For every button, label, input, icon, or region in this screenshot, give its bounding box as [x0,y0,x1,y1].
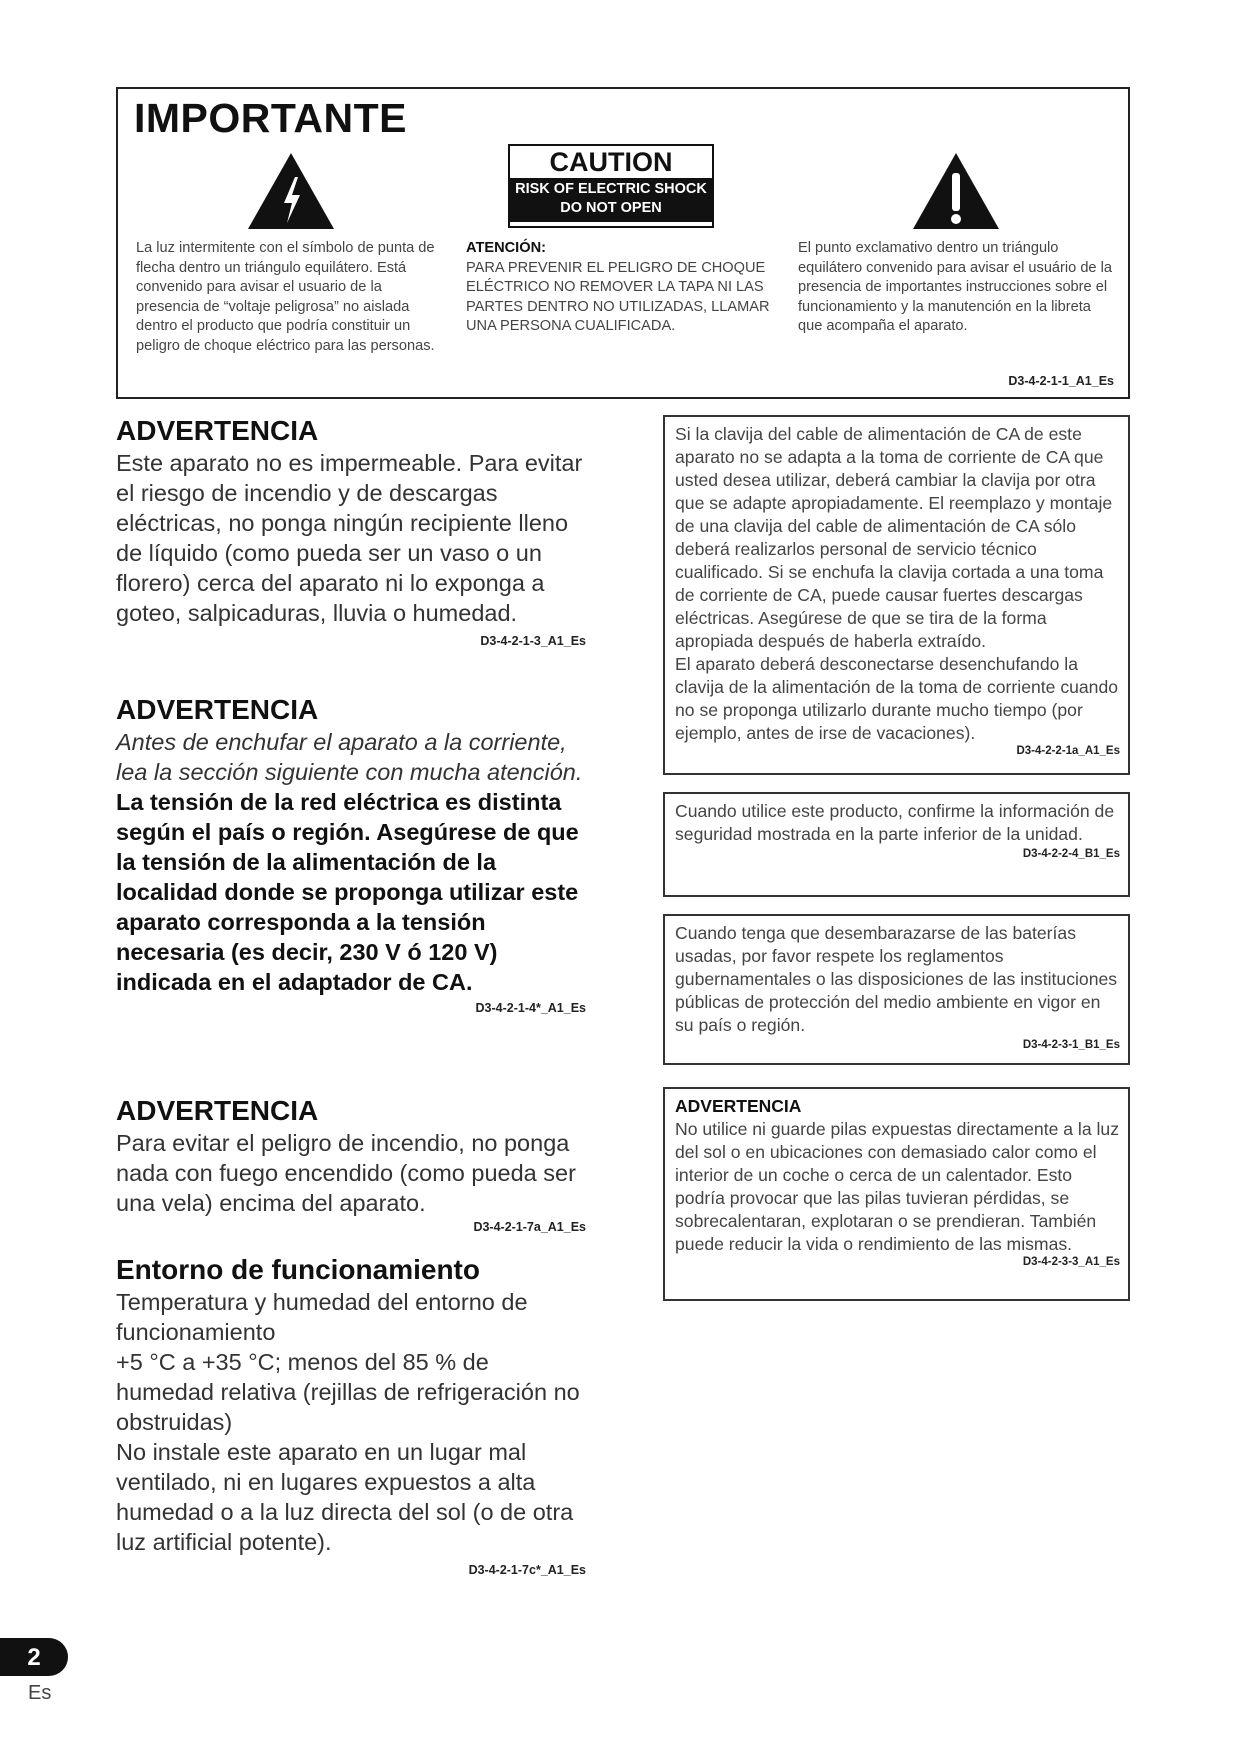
atencion-text: PARA PREVENIR EL PELIGRO DE CHOQUE ELÉCTRICO NO REMOVER LA TAPA NI LAS PARTES DENTRO NO UTILIZADAS, LLAMAR UNA PERSONA CUALIFICADA. [466,259,770,334]
advertencia-heading: ADVERTENCIA [116,415,319,446]
caution-title: CAUTION [549,147,673,177]
section-code: D3-4-2-1-1_A1_Es [1008,374,1114,388]
battery-warning-box [663,1087,1130,1301]
section-code: D3-4-2-2-4_B1_Es [1022,848,1120,860]
advertencia-bold-text: La tensión de la red eléctrica es distinta según el país o región. Asegúrese de que la tensión de la alimentación de la localidad donde se proponga utilizar este aparato corresponda a la tensión necesaria (es decir, 230 V ó 120 V) indicada en el adaptador de CA. [116,789,579,995]
advertencia-water-section [116,414,586,648]
atencion-label: ATENCIÓN: [466,240,546,256]
battery-warning-text: No utilice ni guarde pilas expuestas directamente a la luz del sol o en ubicaciones con demasiado calor como el interior de un coche o cerca de un calentador. Esto podría provocar que las pilas tuvieran pérdidas, se sobrecalentaran, explotaran o se prendieran. También puede reducir la vida o rendimiento de las mismas. [675,1119,1120,1254]
safety-info-box [663,792,1130,897]
entorno-line-3: No instale este aparato en un lugar mal ventilado, ni en lugares expuestos a alta humedad o a la luz directa del sol (o de otra luz artificial potente). [116,1439,574,1555]
advertencia-heading: ADVERTENCIA [116,694,319,725]
entorno-line-1: Temperatura y humedad del entorno de funcionamiento [116,1289,528,1345]
section-code: D3-4-2-1-3_A1_Es [480,634,586,648]
electric-shock-warning-icon [246,151,336,231]
atencion-block [466,239,776,337]
caution-line-2: DO NOT OPEN [560,200,662,216]
section-code: D3-4-2-3-3_A1_Es [1022,1256,1120,1268]
importante-title: IMPORTANTE [134,95,408,141]
entorno-section [116,1253,586,1577]
battery-disposal-box [663,914,1130,1065]
section-code: D3-4-2-3-1_B1_Es [1022,1039,1120,1051]
plug-info-text: Si la clavija del cable de alimentación de CA de este aparato no se adapta a la toma de corriente de CA que usted desea utilizar, deberá cambiar la clavija por otra que se adapte apropiadamente. El reemplazo y montaje de una clavija del cable de alimentación de CA sólo deberá realizarlos personal de servicio técnico cualificado. Si se enchufa la clavija cortada a una toma de corriente de CA, puede causar fuertes descargas eléctricas. Asegúrese de que se tira de la forma apropiada después de haberla extraído. [675,424,1113,651]
advertencia-fire-section [116,1094,586,1234]
caution-label [508,144,714,228]
caution-subtitle [510,178,712,222]
page-language: Es [28,1682,52,1704]
entorno-heading: Entorno de funcionamiento [116,1254,480,1285]
exclamation-symbol-description: El punto exclamativo dentro un triángulo equilátero convenido para avisar el usuário de la presencia de importantes instrucciones sobre el funcionamiento y la manutención en la libreta que acompaña el aparato. [798,240,1112,334]
disconnect-info-text: El aparato deberá desconectarse desenchufando la clavija de la alimentación de la toma de corriente cuando no se proponga utilizarlo durante mucho tiempo (por ejemplo, antes de irse de vacaciones). [675,654,1119,743]
safety-info-text: Cuando utilice este producto, confirme la información de seguridad mostrada en la parte inferior de la unidad. [675,801,1115,844]
lightning-symbol-description: La luz intermitente con el símbolo de punta de flecha dentro un triángulo equilátero. Está convenido para avisar el usuario de la presencia de “voltaje peligrosa” no aislada dentro el producto que podría constituir un peligro de choque eléctrico para las personas. [136,240,435,354]
advertencia-text: Para evitar el peligro de incendio, no ponga nada con fuego encendido (como pueda ser una vela) encima del aparato. [116,1130,576,1216]
exclamation-warning-icon [911,151,1001,231]
section-code: D3-4-2-1-4*_A1_Es [475,1001,586,1015]
caution-line-1: RISK OF ELECTRIC SHOCK [515,181,707,197]
advertencia-text: Este aparato no es impermeable. Para evitar el riesgo de incendio y de descargas eléctricas, no ponga ningún recipiente lleno de líquido (como pueda ser un vaso o un florero) cerca del aparato ni lo exponga a goteo, salpicaduras, lluvia o humedad. [116,450,583,626]
battery-disposal-text: Cuando tenga que desembarazarse de las baterías usadas, por favor respete los reglamentos gubernamentales o las disposiciones de las instituciones públicas de protección del medio ambiente en vigor en su país o región. [675,923,1118,1035]
section-code: D3-4-2-2-1a_A1_Es [1016,745,1120,757]
battery-warning-heading: ADVERTENCIA [675,1096,802,1116]
advertencia-heading: ADVERTENCIA [116,1095,319,1126]
section-code: D3-4-2-1-7c*_A1_Es [468,1563,586,1577]
plug-info-box [663,415,1130,775]
importante-box [116,87,1130,399]
entorno-line-2: +5 °C a +35 °C; menos del 85 % de humedad relativa (rejillas de refrigeración no obstruidas) [116,1349,580,1435]
section-code: D3-4-2-1-7a_A1_Es [473,1220,586,1234]
advertencia-voltage-section [116,693,586,1015]
advertencia-italic-text: Antes de enchufar el aparato a la corriente, lea la sección siguiente con mucha atención. [116,729,583,785]
page-number: 2 [0,1638,68,1676]
